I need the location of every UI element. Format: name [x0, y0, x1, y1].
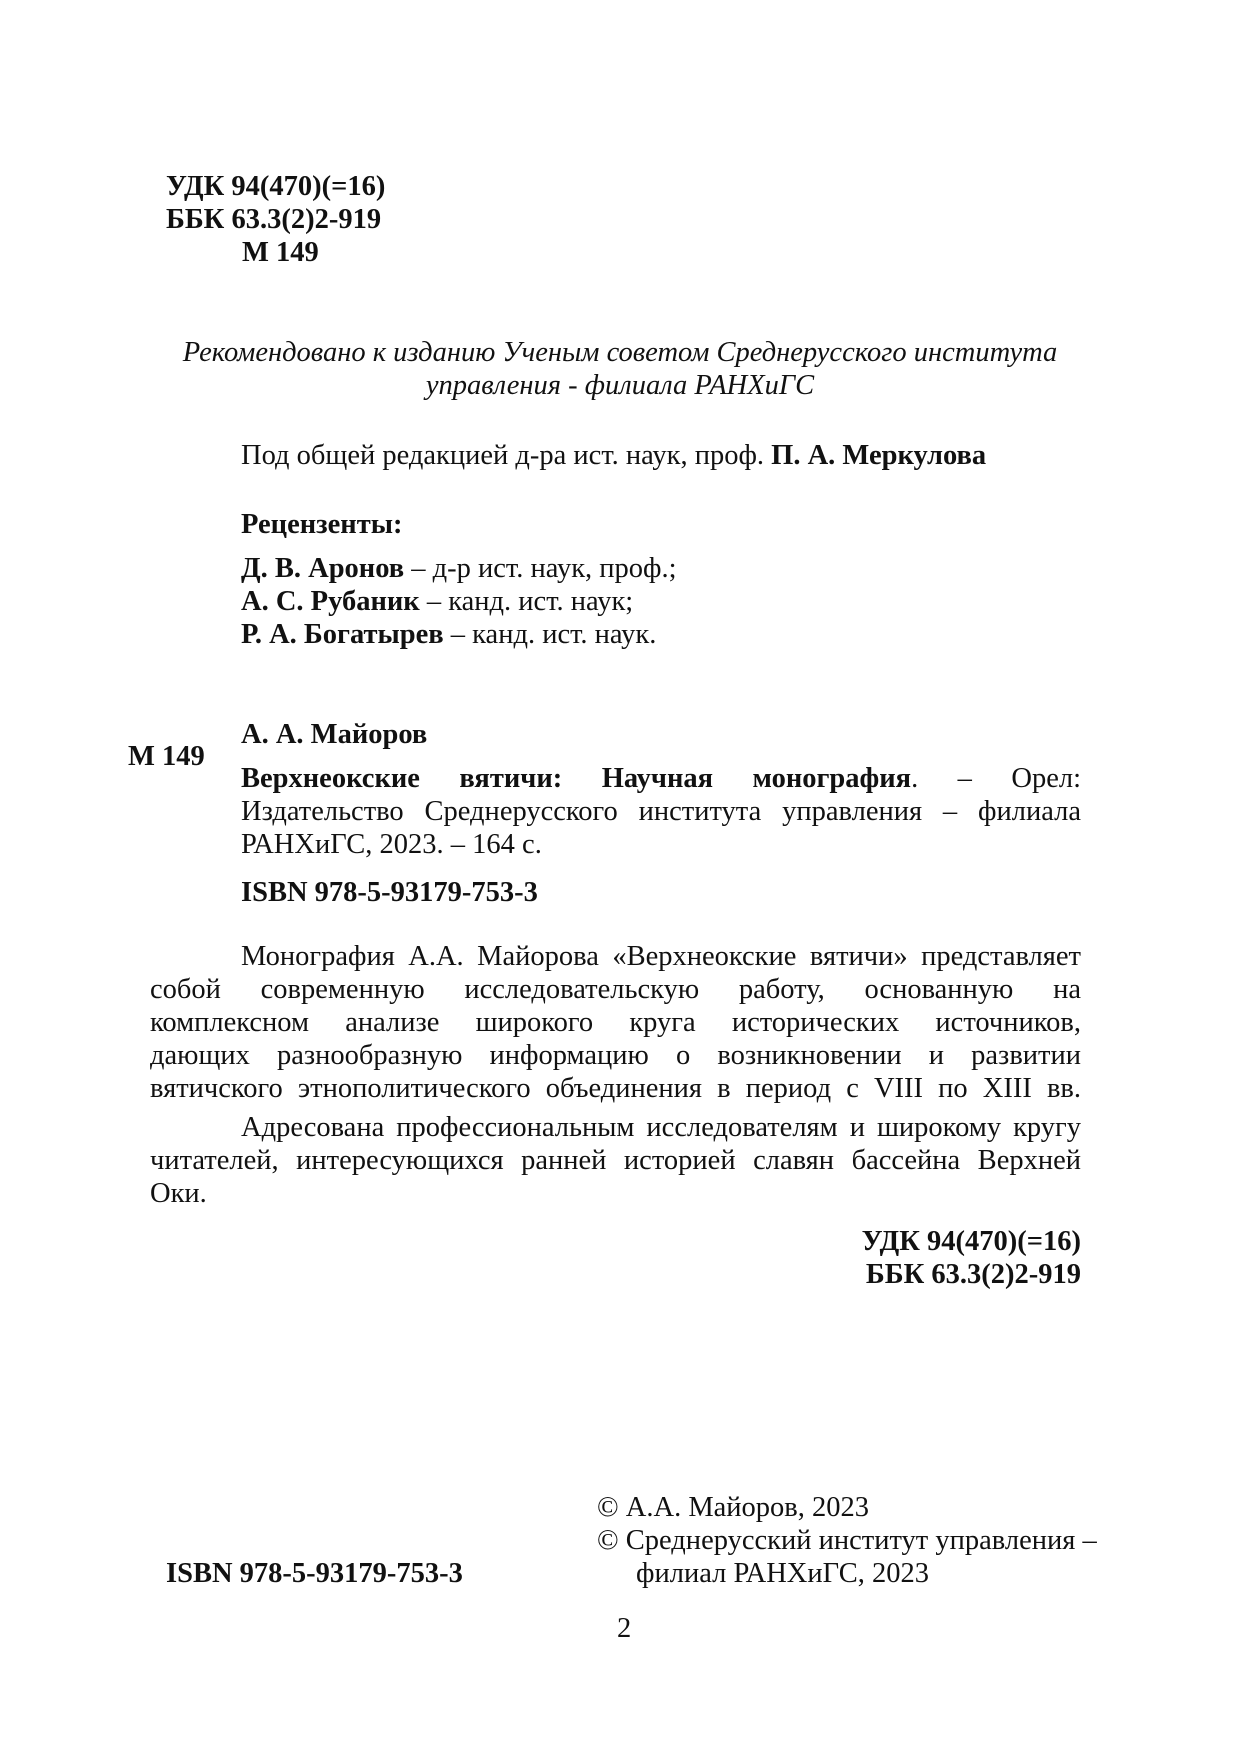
- bbk-code-right: ББК 63.3(2)2-919: [865, 1259, 1081, 1290]
- author-mark: М 149: [242, 237, 319, 268]
- reviewer-title: – канд. ист. наук;: [419, 586, 634, 617]
- reviewer-item: [241, 552, 677, 585]
- annotation-line: Адресована профессиональным исследователям и широкому кругу: [241, 1112, 1081, 1143]
- editor-line: [241, 439, 986, 472]
- title-word: Орел:: [1011, 763, 1081, 794]
- catalog-author-mark: М 149: [128, 741, 205, 772]
- reviewer-title: – д-р ист. наук, проф.;: [404, 553, 677, 584]
- annotation-line: комплексном анализе широкого круга исторических источников,: [150, 1007, 1081, 1038]
- reviewer-name: Р. А. Богатырев: [241, 619, 444, 650]
- udk-code: УДК 94(470)(=16): [166, 171, 386, 202]
- title-word: Верхнеокские: [241, 763, 420, 794]
- title-word: монография.: [752, 763, 919, 794]
- copyright-institute-line-1: © Среднерусский институт управления –: [597, 1525, 1097, 1556]
- reviewer-item: [241, 618, 656, 651]
- reviewer-name: Д. В. Аронов: [241, 553, 405, 584]
- copyright-author: © А.А. Майоров, 2023: [597, 1492, 870, 1523]
- recommendation-line-1: Рекомендовано к изданию Ученым советом Среднерусского института: [182, 337, 1058, 368]
- title-word: Научная: [601, 763, 714, 794]
- reviewer-title: – канд. ист. наук.: [443, 619, 657, 650]
- title-word: вятичи:: [459, 763, 563, 794]
- annotation-line: вятичского этнополитического объединения в период с VIII по XIII вв.: [150, 1073, 1081, 1104]
- catalog-title-line: [241, 762, 1081, 795]
- title-dash: –: [957, 763, 972, 794]
- udk-code-right: УДК 94(470)(=16): [861, 1226, 1081, 1257]
- editor-name: П. А. Меркулова: [771, 440, 987, 471]
- copyright-institute-line-2: филиал РАНХиГС, 2023: [636, 1558, 930, 1589]
- catalog-line-2: Издательство Среднерусского института управления – филиала: [241, 796, 1081, 827]
- annotation-line: Монография А.А. Майорова «Верхнеокские вятичи» представляет: [241, 941, 1081, 972]
- reviewers-heading: Рецензенты:: [241, 509, 403, 540]
- recommendation-line-2: управления - филиала РАНХиГС: [425, 370, 815, 401]
- footer-isbn: ISBN 978-5-93179-753-3: [166, 1558, 463, 1589]
- reviewer-item: [241, 585, 633, 618]
- page-number: 2: [617, 1613, 632, 1644]
- annotation-line: дающих разнообразную информацию о возникновении и развитии: [150, 1040, 1081, 1071]
- annotation-line: собой современную исследовательскую работу, основанную на: [150, 974, 1081, 1005]
- bbk-code: ББК 63.3(2)2-919: [166, 204, 382, 235]
- reviewer-name: А. С. Рубаник: [241, 586, 420, 617]
- annotation-line: читателей, интересующихся ранней историей славян бассейна Верхней: [150, 1145, 1081, 1176]
- catalog-author: А. А. Майоров: [241, 719, 428, 750]
- catalog-isbn: ISBN 978-5-93179-753-3: [241, 877, 538, 908]
- catalog-line-3: РАНХиГС, 2023. – 164 с.: [241, 829, 542, 860]
- editor-prefix: Под общей редакцией д-ра ист. наук, проф.: [241, 440, 765, 471]
- annotation-line: Оки.: [150, 1178, 207, 1209]
